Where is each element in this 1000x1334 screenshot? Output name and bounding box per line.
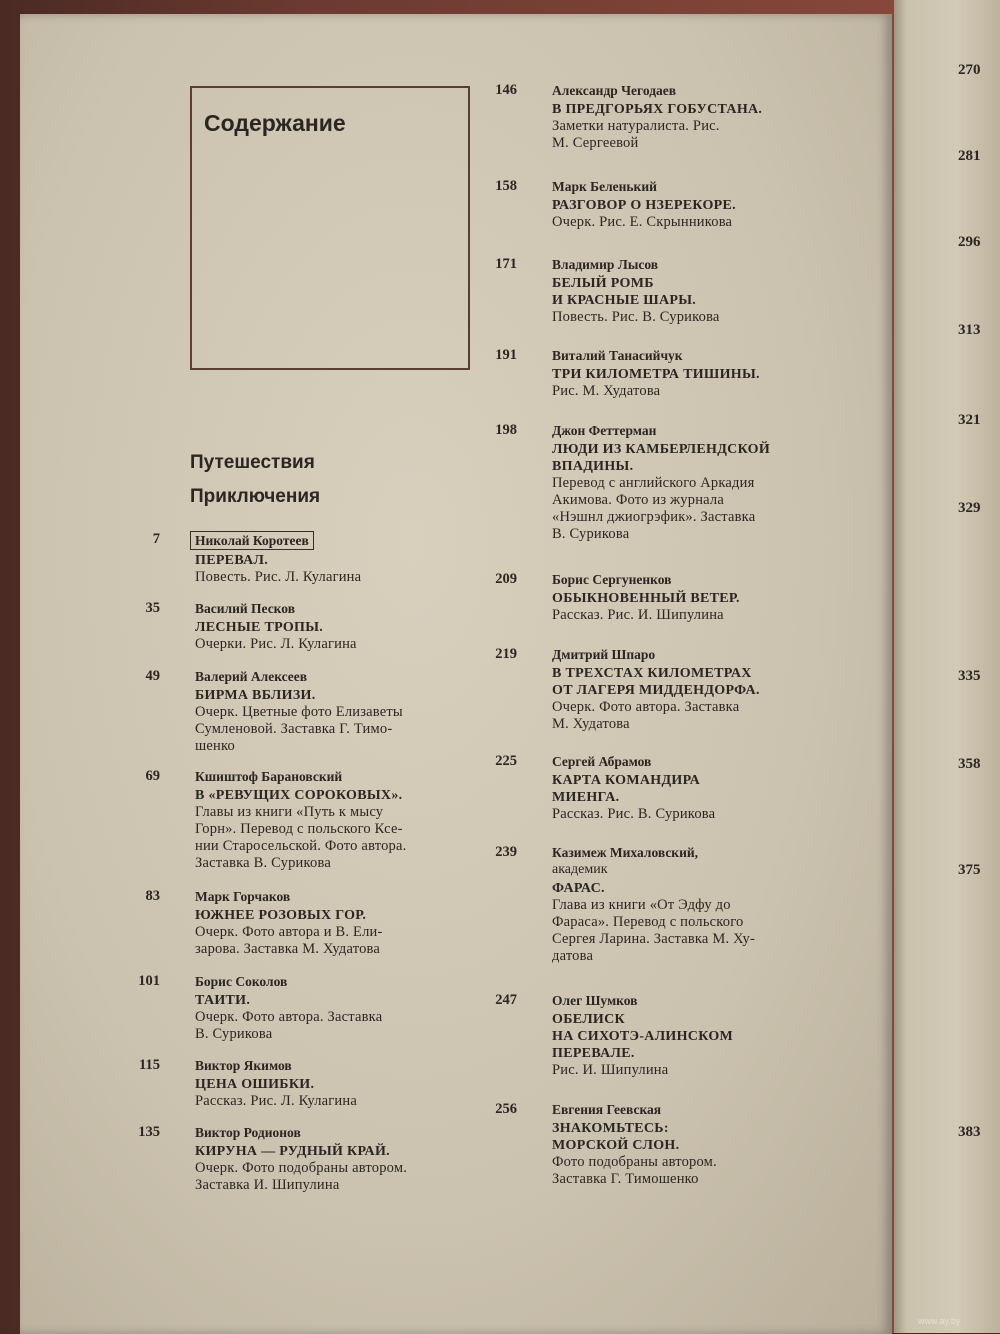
page-number: 239 (495, 844, 517, 860)
toc-entry (138, 1124, 475, 1194)
entry-title-line: В ПРЕДГОРЬЯХ ГОБУСТАНА. (552, 102, 763, 117)
page-number: 115 (139, 1057, 160, 1073)
next-page-number: 281 (958, 148, 981, 164)
entry-title (552, 275, 832, 309)
entry-title-line: МИЕНГА. (552, 790, 620, 805)
entry-description-line: Акимова. Фото из журнала (552, 492, 725, 508)
entry-title-line: ТРИ КИЛОМЕТРА ТИШИНЫ. (552, 367, 760, 382)
entry-description-line: Повесть. Рис. Л. Кулагина (195, 569, 362, 585)
entry-title (195, 1143, 475, 1160)
page-number: 191 (495, 347, 517, 363)
entry-title (552, 197, 832, 214)
page-number: 219 (495, 646, 517, 662)
page-number: 146 (495, 82, 517, 98)
toc-entry (152, 531, 475, 586)
entry-author: Василий Песков (195, 601, 295, 616)
entry-title (195, 619, 475, 636)
next-page-number: 375 (958, 862, 981, 878)
entry-title (552, 1120, 832, 1154)
entry-title-line: МОРСКОЙ СЛОН. (552, 1138, 680, 1153)
entry-title (195, 787, 475, 804)
entry-description-line: шенко (195, 738, 235, 754)
entry-description-line: Рассказ. Рис. И. Шипулина (552, 607, 724, 623)
entry-description-line: Очерк. Фото подобраны автором. (195, 1160, 408, 1176)
entry-author: Сергей Абрамов (552, 754, 652, 769)
entry-description (552, 309, 832, 326)
page-number: 7 (152, 531, 160, 547)
entry-description (552, 699, 832, 733)
next-page-number: 321 (958, 412, 981, 428)
entry-description (195, 704, 475, 755)
entry-author: Виталий Танасийчук (552, 348, 683, 363)
watermark: www.ay.by (918, 1316, 961, 1326)
entry-author: Валерий Алексеев (195, 669, 308, 684)
entry-title-line: БИРМА ВБЛИЗИ. (195, 688, 316, 703)
entry-author: Марк Беленький (552, 179, 657, 194)
entry-description (552, 897, 832, 965)
entry-description-line: Заметки натуралиста. Рис. (552, 118, 720, 134)
toc-entry (495, 992, 832, 1079)
entry-title-line: ЗНАКОМЬТЕСЬ: (552, 1121, 669, 1136)
toc-entry (495, 753, 832, 823)
entry-description (195, 636, 475, 653)
entry-description-line: Очерк. Фото автора. Заставка (195, 1009, 383, 1025)
entry-title (552, 772, 832, 806)
entry-description (552, 1154, 832, 1188)
entry-description-line: Сумленовой. Заставка Г. Тимо- (195, 721, 393, 737)
entry-title-line: КИРУНА — РУДНЫЙ КРАЙ. (195, 1144, 390, 1159)
entry-title-line: И КРАСНЫЕ ШАРЫ. (552, 293, 697, 308)
entry-author-title: академик (552, 862, 608, 877)
entry-description-line: датова (552, 948, 594, 964)
page-number: 209 (495, 571, 517, 587)
entry-description (552, 383, 832, 400)
section-heading-travel: Путешествия (190, 452, 315, 473)
page-number: 35 (145, 600, 160, 616)
entry-description (195, 1160, 475, 1194)
entry-title-line: РАЗГОВОР О НЗЕРЕКОРЕ. (552, 198, 736, 213)
entry-author: Дмитрий Шпаро (552, 647, 656, 662)
entry-description-line: Заставка Г. Тимошенко (552, 1171, 699, 1187)
entry-title-line: ЮЖНЕЕ РОЗОВЫХ ГОР. (195, 908, 367, 923)
entry-title (195, 1076, 475, 1093)
entry-description (195, 1009, 475, 1043)
entry-description-line: Очерки. Рис. Л. Кулагина (195, 636, 357, 652)
toc-entry (145, 768, 475, 872)
entry-description-line: Рассказ. Рис. В. Сурикова (552, 806, 716, 822)
entry-description-line: Рис. М. Худатова (552, 383, 661, 399)
toc-entry (495, 422, 832, 543)
entry-title (552, 880, 832, 897)
entry-title-line: НА СИХОТЭ-АЛИНСКОМ (552, 1029, 734, 1044)
entry-author: Кшиштоф Барановский (195, 769, 343, 784)
entry-author: Казимеж Михаловский, (552, 845, 699, 860)
toc-entry (139, 1057, 475, 1110)
entry-description (552, 214, 832, 231)
entry-author: Виктор Родионов (195, 1125, 301, 1140)
toc-entry (495, 178, 832, 231)
entry-title-line: БЕЛЫЙ РОМБ (552, 276, 654, 291)
entry-description (552, 806, 832, 823)
entry-author: Владимир Лысов (552, 257, 659, 272)
entry-title-line: ЛЕСНЫЕ ТРОПЫ. (195, 620, 324, 635)
page-number: 256 (495, 1101, 517, 1117)
entry-title (195, 687, 475, 704)
page-number: 171 (495, 256, 517, 272)
entry-description-line: «Нэшнл джиогрэфик». Заставка (552, 509, 756, 525)
entry-title-line: КАРТА КОМАНДИРА (552, 773, 701, 788)
entry-description-line: В. Сурикова (195, 1026, 273, 1042)
entry-description (195, 569, 475, 586)
entry-description-line: Очерк. Фото автора и В. Ели- (195, 924, 383, 940)
page-number: 83 (145, 888, 160, 904)
entry-description (195, 1093, 475, 1110)
page-number: 135 (138, 1124, 160, 1140)
entry-author: Николай Коротеев (190, 531, 314, 550)
entry-title (552, 665, 832, 699)
entry-author: Александр Чегодаев (552, 83, 677, 98)
entry-author: Борис Соколов (195, 974, 288, 989)
entry-author: Борис Сергуненков (552, 572, 672, 587)
entry-author: Джон Феттерман (552, 423, 657, 438)
entry-description-line: Рис. И. Шипулина (552, 1062, 669, 1078)
page-title: Содержание (204, 110, 346, 136)
entry-title-line: ТАИТИ. (195, 993, 251, 1008)
entry-description-line: Горн». Перевод с польского Ксе- (195, 821, 403, 837)
entry-title-line: ЦЕНА ОШИБКИ. (195, 1077, 315, 1092)
entry-description-line: Повесть. Рис. В. Сурикова (552, 309, 720, 325)
next-page-number: 329 (958, 500, 981, 516)
entry-title (552, 590, 832, 607)
entry-description-line: Заставка В. Сурикова (195, 855, 331, 871)
entry-description-line: Глава из книги «От Эдфу до (552, 897, 731, 913)
page-number: 69 (145, 768, 160, 784)
next-page-number: 313 (958, 322, 981, 338)
page-number: 158 (495, 178, 517, 194)
entry-description-line: Фараса». Перевод с польского (552, 914, 744, 930)
entry-description-line: зарова. Заставка М. Худатова (195, 941, 381, 957)
entry-title (552, 101, 832, 118)
page-number: 198 (495, 422, 517, 438)
toc-entry (145, 600, 475, 653)
entry-title-line: ОБЕЛИСК (552, 1012, 625, 1027)
section-heading-adventures: Приключения (190, 486, 321, 507)
entry-description (552, 607, 832, 624)
entry-title-line: В «РЕВУЩИХ СОРОКОВЫХ». (195, 788, 403, 803)
entry-description-line: Очерк. Рис. Е. Скрынникова (552, 214, 733, 230)
entry-description-line: М. Худатова (552, 716, 630, 732)
page-number: 247 (495, 992, 517, 1008)
entry-description-line: Сергея Ларина. Заставка М. Ху- (552, 931, 755, 947)
entry-title (552, 1011, 832, 1062)
entry-description-line: Очерк. Фото автора. Заставка (552, 699, 740, 715)
entry-description-line: нии Старосельской. Фото автора. (195, 838, 407, 854)
page-number: 225 (495, 753, 517, 769)
next-page-number: 270 (958, 62, 981, 78)
next-page-edge (894, 0, 1000, 1333)
entry-title-line: ВПАДИНЫ. (552, 459, 634, 474)
entry-author: Виктор Якимов (195, 1058, 292, 1073)
entry-description-line: Очерк. Цветные фото Елизаветы (195, 704, 403, 720)
entry-description (195, 804, 475, 872)
entry-title-line: ПЕРЕВАЛ. (195, 553, 269, 568)
entry-title-line: ОТ ЛАГЕРЯ МИДДЕНДОРФА. (552, 683, 760, 698)
entry-description-line: Рассказ. Рис. Л. Кулагина (195, 1093, 357, 1109)
toc-entry (495, 646, 832, 733)
entry-title-line: ЛЮДИ ИЗ КАМБЕРЛЕНДСКОЙ (552, 442, 771, 457)
entry-title (195, 907, 475, 924)
next-page-number: 358 (958, 756, 981, 772)
entry-title (552, 366, 832, 383)
entry-description-line: Главы из книги «Путь к мысу (195, 804, 384, 820)
entry-title-line: ПЕРЕВАЛЕ. (552, 1046, 635, 1061)
next-page-number: 383 (958, 1124, 981, 1140)
entry-description-line: М. Сергеевой (552, 135, 639, 151)
page-number: 101 (138, 973, 160, 989)
entry-description-line: Заставка И. Шипулина (195, 1177, 340, 1193)
toc-entry (145, 888, 475, 958)
entry-description (552, 118, 832, 152)
entry-author: Марк Горчаков (195, 889, 291, 904)
toc-entry (495, 347, 832, 400)
toc-entry (138, 973, 475, 1043)
toc-entry (495, 844, 832, 965)
entry-description (195, 924, 475, 958)
entry-description-line: Фото подобраны автором. (552, 1154, 717, 1170)
toc-entry (495, 256, 832, 326)
page-number: 49 (145, 668, 160, 684)
toc-entry (495, 1101, 832, 1188)
entry-title (195, 552, 475, 569)
toc-entry (495, 571, 832, 624)
next-page-number: 335 (958, 668, 981, 684)
toc-entry (145, 668, 475, 755)
entry-description (552, 475, 832, 543)
entry-description-line: В. Сурикова (552, 526, 630, 542)
entry-title-line: ОБЫКНОВЕННЫЙ ВЕТЕР. (552, 591, 740, 606)
toc-entry (495, 82, 832, 152)
entry-title-line: В ТРЕХСТАХ КИЛОМЕТРАХ (552, 666, 752, 681)
entry-title-line: ФАРАС. (552, 881, 605, 896)
entry-author: Евгения Геевская (552, 1102, 662, 1117)
entry-description (552, 1062, 832, 1079)
entry-author: Олег Шумков (552, 993, 638, 1008)
entry-title (552, 441, 832, 475)
entry-description-line: Перевод с английского Аркадия (552, 475, 755, 491)
entry-title (195, 992, 475, 1009)
next-page-number: 296 (958, 234, 981, 250)
